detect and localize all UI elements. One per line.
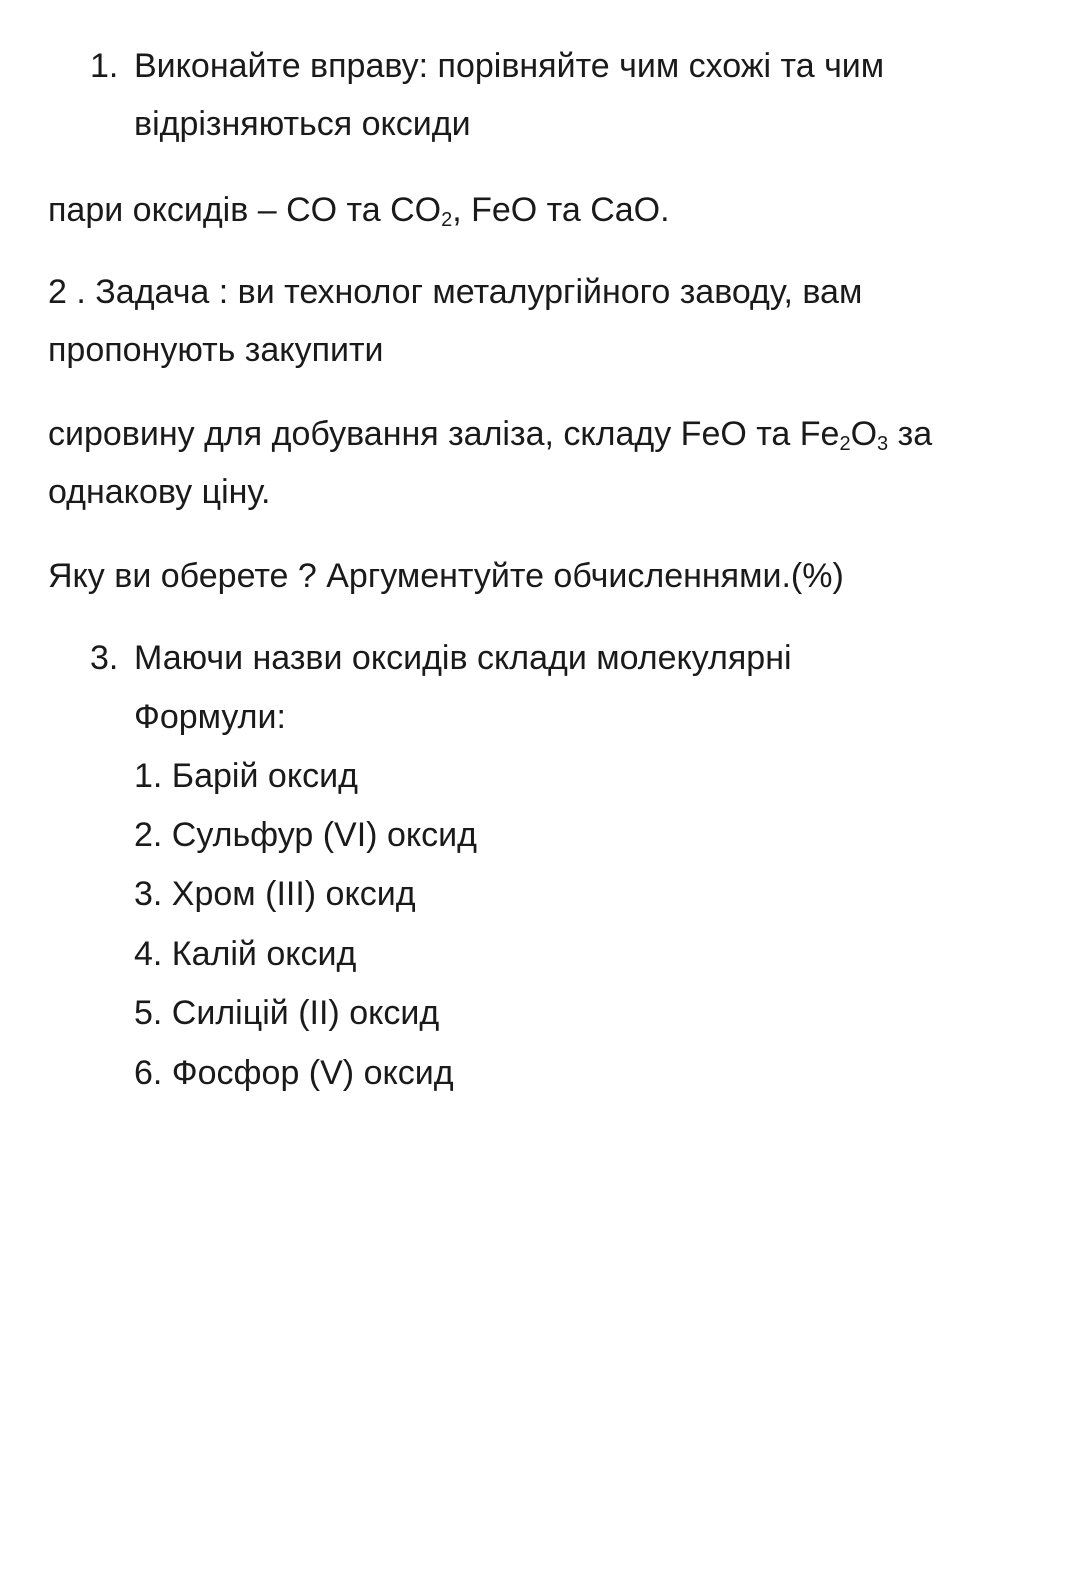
- task3-line1: Маючи назви оксидів склади молекулярні: [134, 639, 792, 677]
- line3-mid: O: [850, 415, 878, 453]
- task2-line1: 2 . Задача : ви технолог металургійного заводу, вам: [48, 273, 863, 311]
- oxide-list-item: 2. Сульфур (VI) оксид: [134, 816, 477, 854]
- pairs-suffix: , FeO та CaO.: [452, 191, 670, 229]
- oxide-list-item: 4. Калій оксид: [134, 935, 357, 973]
- task2-line4: однакову ціну.: [48, 473, 271, 511]
- line3-suffix: за: [888, 415, 933, 453]
- task1-oxide-pairs: [48, 190, 670, 230]
- task1-line2: відрізняються оксиди: [134, 105, 471, 143]
- task3-line2: Формули:: [134, 698, 286, 736]
- task2-question: Яку ви оберете ? Аргументуйте обчисленнями.(%): [48, 557, 844, 595]
- pairs-subscript: 2: [441, 209, 453, 231]
- line3-prefix: сировину для добування заліза, складу FeO та Fe: [48, 415, 840, 453]
- pairs-prefix: пари оксидів – CO та CO: [48, 191, 442, 229]
- task3-number: 3.: [90, 639, 119, 677]
- line3-subscript-2: 2: [839, 433, 851, 455]
- line3-subscript-3: 3: [877, 433, 889, 455]
- task2-line2: пропонують закупити: [48, 331, 384, 369]
- oxide-list-item: 5. Силіцій (II) оксид: [134, 994, 440, 1032]
- task2-line3: [48, 414, 932, 454]
- oxide-list-item: 1. Барій оксид: [134, 757, 358, 795]
- task1-number: 1.: [90, 47, 119, 85]
- task1-line1: Виконайте вправу: порівняйте чим схожі та чим: [134, 47, 885, 85]
- oxide-list-item: 6. Фосфор (V) оксид: [134, 1054, 454, 1092]
- oxide-list-item: 3. Хром (III) оксид: [134, 875, 416, 913]
